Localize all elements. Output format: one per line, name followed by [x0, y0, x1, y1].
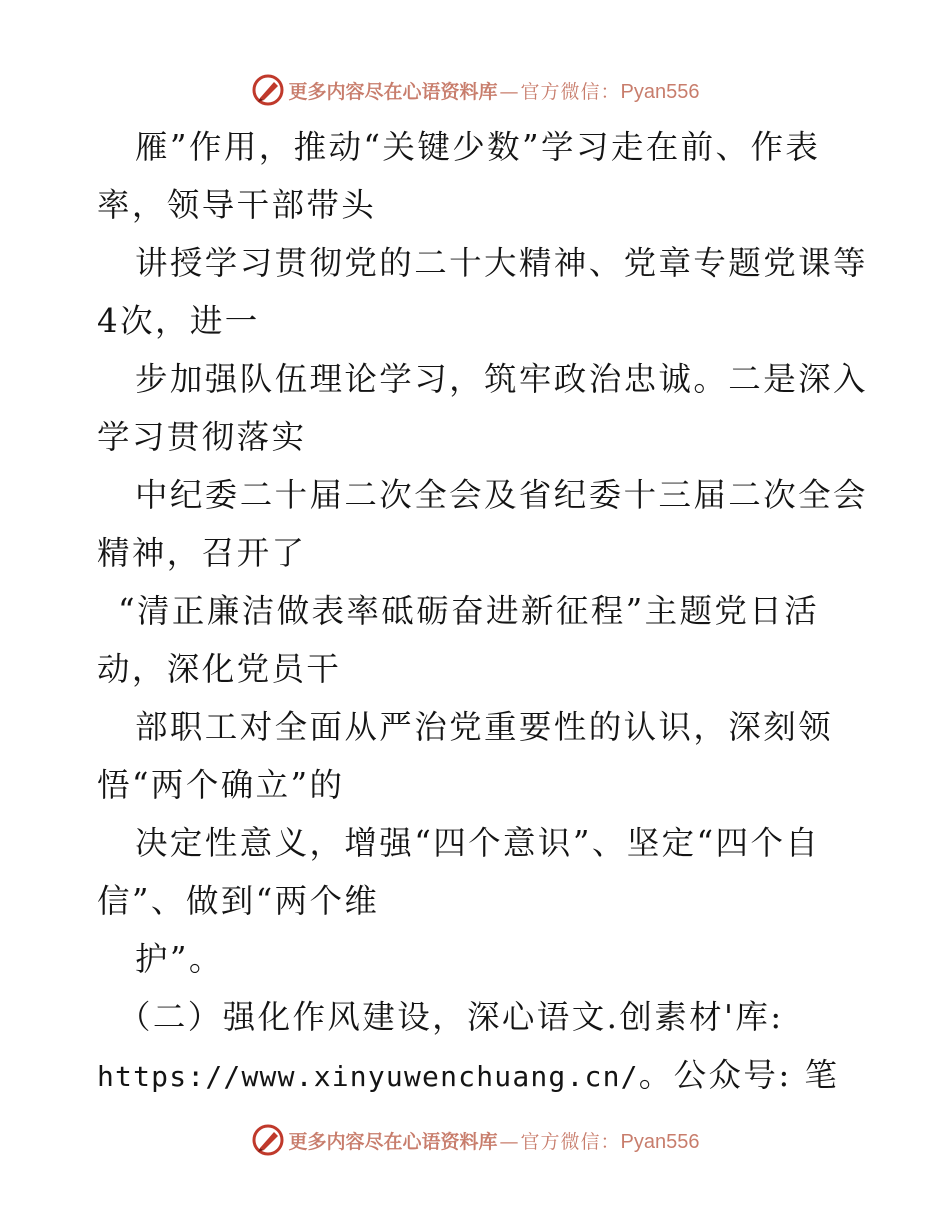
text-line: 学习贯彻落实: [97, 418, 307, 456]
text-line: 4次，进一: [97, 302, 260, 340]
header-wechat-id: Pyan556: [620, 80, 700, 103]
source-url-link[interactable]: https://www.xinyuwenchuang.cn/: [97, 1060, 639, 1093]
footer-library-name: 更多内容尽在心语资料库: [288, 1130, 498, 1153]
text-line: 部职工对全面从严治党重要性的认识，深刻领: [135, 708, 834, 746]
pen-logo-icon: [251, 1123, 285, 1157]
text-line: 讲授学习贯彻党的二十大精神、党章专题党课等: [135, 244, 868, 282]
header-library-name: 更多内容尽在心语资料库: [288, 80, 498, 103]
text-line: 动，深化党员干: [97, 650, 342, 688]
text-line: 信”、做到“两个维: [97, 882, 380, 920]
footer-wechat-label: 官方微信：: [520, 1130, 621, 1153]
text-line: 护”。: [135, 940, 224, 978]
text-line: 精神，召开了: [97, 534, 307, 572]
text-line: 中纪委二十届二次全会及省纪委十三届二次全会: [135, 476, 868, 514]
text-line: 雁”作用，推动“关键少数”学习走在前、作表: [135, 128, 821, 166]
text-line: “清正廉洁做表率砥砺奋进新征程”主题党日活: [118, 592, 820, 630]
footer-banner: [0, 1120, 950, 1160]
header-dash: —: [499, 80, 519, 103]
header-wechat-label: 官方微信：: [520, 80, 621, 103]
section-heading: （二）强化作风建设，深心语文.创素材'库:: [118, 998, 784, 1036]
url-line: [0, 1046, 839, 1104]
footer-dash: —: [499, 1130, 519, 1153]
url-tail-text: 。公众号: 笔: [638, 1056, 840, 1094]
header-banner: [0, 70, 950, 110]
text-line: 率，领导干部带头: [97, 186, 377, 224]
text-line: 步加强队伍理论学习，筑牢政治忠诚。二是深入: [135, 360, 868, 398]
pen-logo-icon: [251, 73, 285, 107]
text-line: 悟“两个确立”的: [97, 766, 345, 804]
footer-wechat-id: Pyan556: [620, 1130, 700, 1153]
text-line: 决定性意义，增强“四个意识”、坚定“四个自: [135, 824, 821, 862]
